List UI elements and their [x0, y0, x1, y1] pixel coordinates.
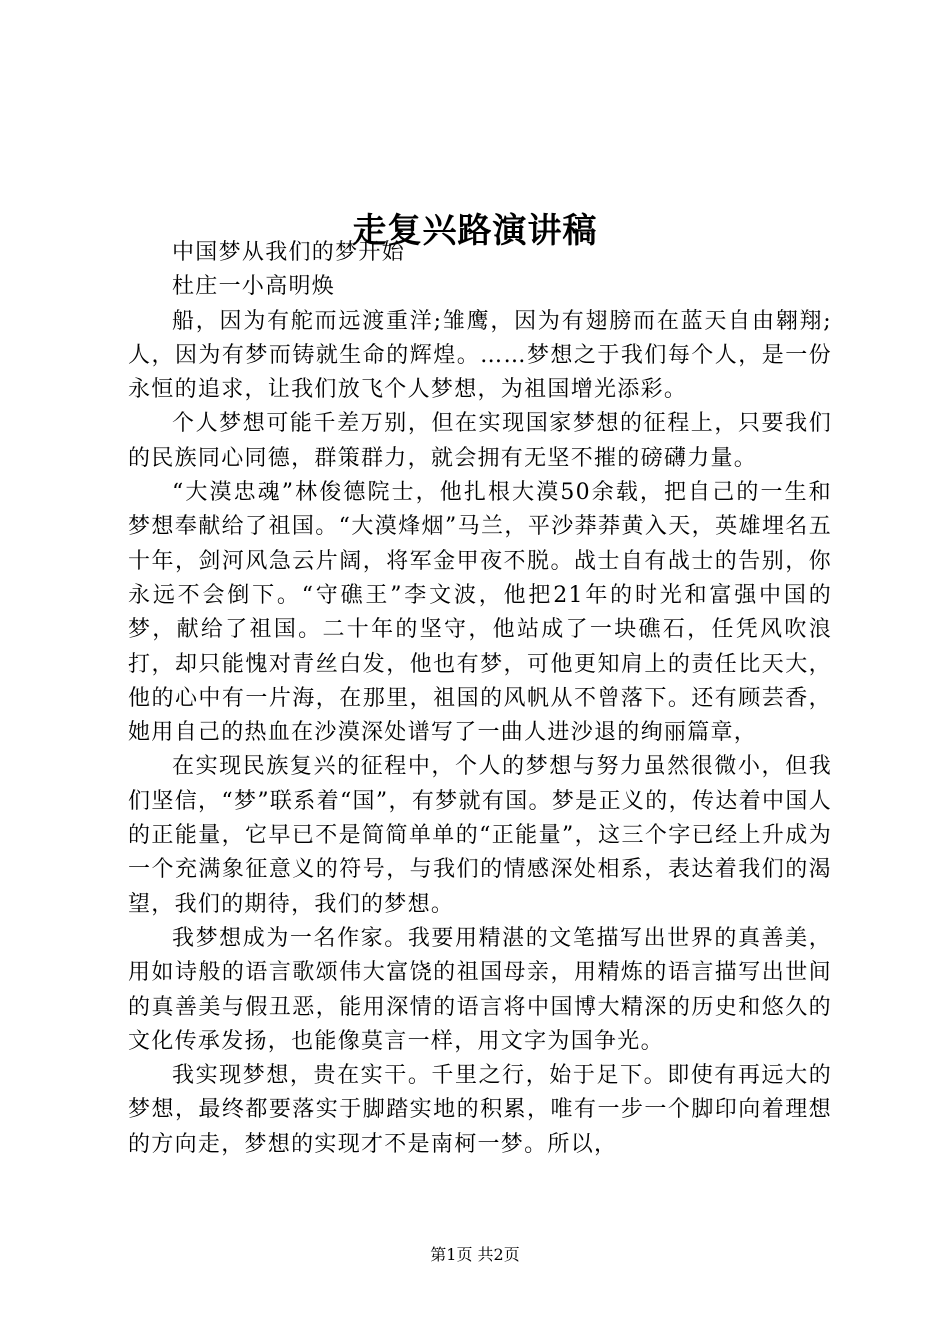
subtitle-paragraph: 中国梦从我们的梦开始 [172, 240, 406, 265]
document-body [128, 236, 832, 1162]
body-paragraph: “大漠忠魂”林俊德院士，他扎根大漠50余载，把自己的一生和梦想奉献给了祖国。“大漠烽烟”马兰，平沙莽莽黄入天，英雄埋名五十年，剑河风急云片阔，将军金甲夜不脱。战士自有战士的告别，你永远不会倒下。“守礁王”李文波，他把21年的时光和富强中国的梦，献给了祖国。二十年的坚守，他站成了一块礁石，任凭风吹浪打，却只能愧对青丝白发，他也有梦，可他更知肩上的责任比天大，他的心中有一片海，在那里，祖国的风帆从不曾落下。还有顾芸香，她用自己的热血在沙漠深处谱写了一曲人进沙退的绚丽篇章， [128, 480, 832, 746]
body-paragraph: 个人梦想可能千差万别，但在实现国家梦想的征程上，只要我们的民族同心同德，群策群力，就会拥有无坚不摧的磅礴力量。 [128, 411, 832, 471]
page-number-footer: 第1页 共2页 [430, 1245, 520, 1264]
document-title: 走复兴路演讲稿 [352, 210, 598, 251]
author-paragraph: 杜庄一小高明焕 [172, 274, 336, 300]
body-paragraph: 我梦想成为一名作家。我要用精湛的文笔描写出世界的真善美，用如诗般的语言歌颂伟大富饶的祖国母亲，用精炼的语言描写出世间的真善美与假丑恶，能用深情的语言将中国博大精深的历史和悠久的文化传承发扬，也能像莫言一样，用文字为国争光。 [128, 925, 832, 1054]
body-paragraph: 在实现民族复兴的征程中，个人的梦想与努力虽然很微小，但我们坚信，“梦”联系着“国”，有梦就有国。梦是正义的，传达着中国人的正能量，它早已不是简简单单的“正能量”，这三个字已经上升成为一个充满象征意义的符号，与我们的情感深处相系，表达着我们的渴望，我们的期待，我们的梦想。 [128, 754, 832, 917]
body-paragraph: 我实现梦想，贵在实干。千里之行，始于足下。即使有再远大的梦想，最终都要落实于脚踏实地的积累，唯有一步一个脚印向着理想的方向走，梦想的实现才不是南柯一梦。所以， [128, 1063, 832, 1157]
body-paragraph: 船，因为有舵而远渡重洋;雏鹰，因为有翅膀而在蓝天自由翱翔;人，因为有梦而铸就生命的辉煌。……梦想之于我们每个人，是一份永恒的追求，让我们放飞个人梦想，为祖国增光添彩。 [128, 308, 832, 403]
